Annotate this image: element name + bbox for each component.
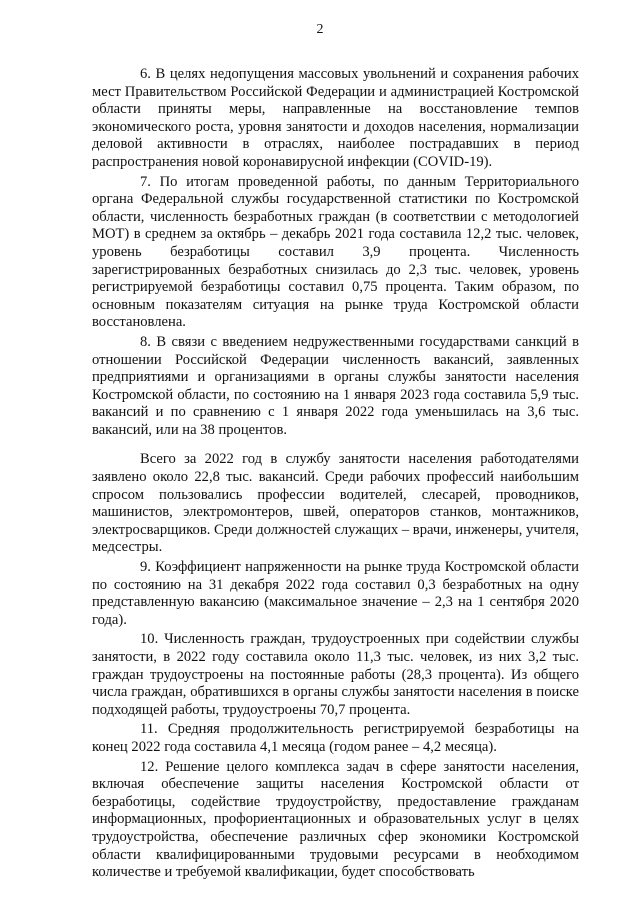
page-number: 2 [316, 22, 324, 37]
paragraph-9: 9. Коэффициент напряженности на рынке труда Костромской области по состоянию на 31 декабря 2022 года составил 0,3 безработных на одну представленную вакансию (максимальное значение – 2,3 на 1 сентября 2020 года). [92, 559, 579, 628]
paragraph-vacancies: Всего за 2022 год в службу занятости населения работодателями заявлено около 22,8 тыс. вакансий. Среди рабочих профессий наибольшим спросом пользовались профессии водителей, слесарей, проводников, машинистов, электромонтеров, швей, операторов станков, монтажников, электросварщиков. Среди должностей служащих – врачи, инженеры, учителя, медсестры. [92, 451, 579, 556]
paragraph-7: 7. По итогам проведенной работы, по данным Территориального органа Федеральной службы государственной статистики по Костромской области, численность безработных граждан (в соответствии с методологией МОТ) в среднем за октябрь – декабрь 2021 года составила 12,2 тыс. человек, уровень безработицы составил 3,9 процента. Численность зарегистрированных безработных снизилась до 2,3 тыс. человек, уровень регистрируемой безработицы составил 0,75 процента. Таким образом, по основным показателям ситуация на рынке труда Костромской области восстановлена. [92, 173, 579, 331]
paragraph-11: 11. Средняя продолжительность регистрируемой безработицы на конец 2022 года составила 4,1 месяца (годом ранее – 4,2 месяца). [92, 721, 579, 755]
paragraph-6: 6. В целях недопущения массовых увольнений и сохранения рабочих мест Правительством Российской Федерации и администрацией Костромской области приняты меры, направленные на восстановление темпов экономического роста, уровня занятости и доходов населения, нормализации деловой активности в отраслях, наиболее пострадавших в период распространения новой коронавирусной инфекции (COVID-19). [92, 66, 579, 170]
document-body [92, 66, 579, 884]
paragraph-12: 12. Решение целого комплекса задач в сфере занятости населения, включая обеспечение защиты населения Костромской области от безработицы, содействие трудоустройству, предоставление гражданам информационных, профориентационных и образовательных услуг в целях трудоустройства, обеспечение различных сфер экономики Костромской области квалифицированными трудовыми ресурсами в необходимом количестве и требуемой квалификации, будет способствовать [92, 758, 579, 881]
paragraph-8: 8. В связи с введением недружественными государствами санкций в отношении Российской Федерации численность вакансий, заявленных предприятиями и организациями в органы службы занятости населения Костромской области, по состоянию на 1 января 2023 года составила 5,9 тыс. вакансий и по сравнению с 1 января 2022 года уменьшилась на 3,6 тыс. вакансий, или на 38 процентов. [92, 333, 579, 438]
paragraph-10: 10. Численность граждан, трудоустроенных при содействии службы занятости, в 2022 году составила около 11,3 тыс. человек, из них 3,2 тыс. граждан трудоустроены на постоянные работы (28,3 процента). Из общего числа граждан, обратившихся в органы службы занятости населения в поиске подходящей работы, трудоустроены 70,7 процента. [92, 631, 579, 718]
